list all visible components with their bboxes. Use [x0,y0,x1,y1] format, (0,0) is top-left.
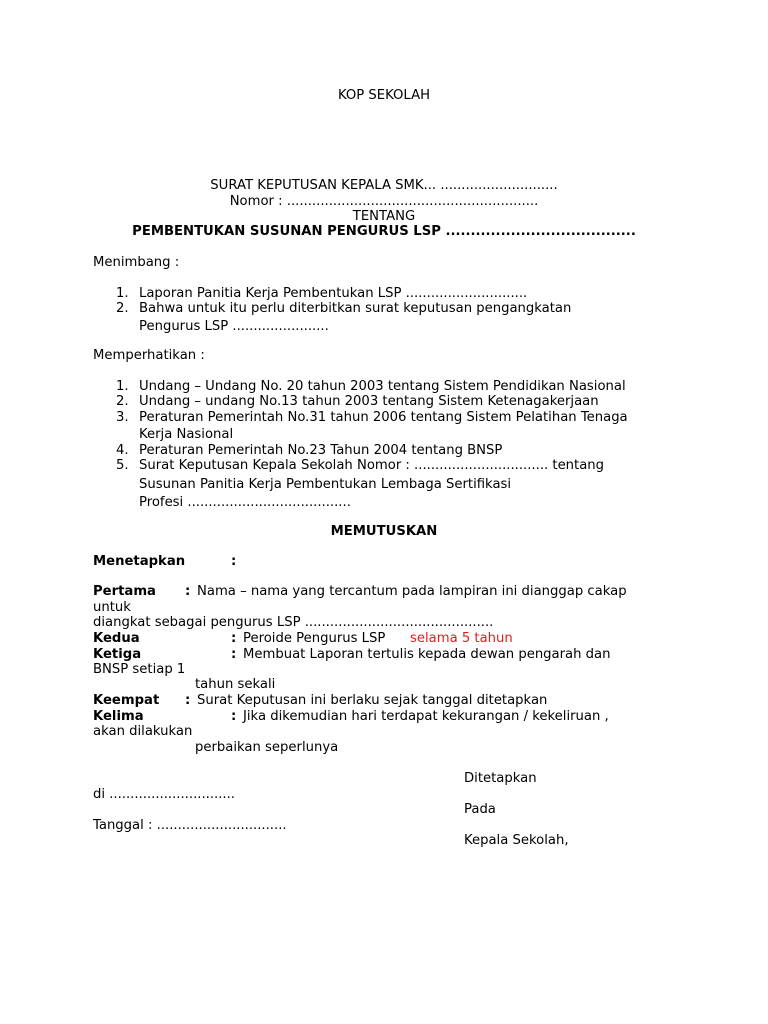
memperhatikan-num-5: 5. [116,458,129,473]
ketiga-text: Membuat Laporan tertulis kepada dewan pengarah dan [243,647,611,662]
kedua-colon: : [231,631,237,646]
pertama-colon: : [185,584,191,599]
kedua-text: Peroide Pengurus LSP [243,631,386,646]
menimbang-item-1: Laporan Panitia Kerja Pembentukan LSP ............................. [139,286,528,301]
menimbang-item-2-cont: Pengurus LSP ....................... [139,319,329,334]
ketiga-wrap-2: tahun sekali [195,677,276,692]
keempat-text: Surat Keputusan ini berlaku sejak tanggal ditetapkan [197,693,548,708]
ketiga-colon: : [231,647,237,662]
kelima-text: Jika dikemudian hari terdapat kekurangan / kekeliruan , [243,709,609,724]
title-subject: PEMBENTUKAN SUSUNAN PENGURUS LSP ...................................... [132,224,636,239]
menimbang-num-1: 1. [116,286,129,301]
kelima-wrap-1: akan dilakukan [93,724,193,739]
memperhatikan-heading: Memperhatikan : [93,348,205,363]
kelima-label: Kelima [93,709,144,724]
menimbang-heading: Menimbang : [93,255,180,270]
pada-label: Pada [464,802,496,817]
kelima-colon: : [231,709,237,724]
ketiga-label: Ketiga [93,647,142,662]
title-line-1: SURAT KEPUTUSAN KEPALA SMK... ............................ [210,178,558,193]
ditetapkan-label: Ditetapkan [464,771,537,786]
keempat-colon: : [185,693,191,708]
menetapkan-label: Menetapkan [93,554,186,569]
memperhatikan-item-5-cont: Susunan Panitia Kerja Pembentukan Lembaga Sertifikasi [139,477,512,492]
memperhatikan-num-3: 3. [116,410,129,425]
pertama-text: Nama – nama yang tercantum pada lampiran ini dianggap cakap [197,584,627,599]
kedua-highlight: selama 5 tahun [410,631,513,646]
memperhatikan-num-2: 2. [116,394,129,409]
pertama-wrap-1: untuk [93,600,131,615]
memperhatikan-item-4: Peraturan Pemerintah No.23 Tahun 2004 tentang BNSP [139,443,503,458]
pertama-wrap-2: diangkat sebagai pengurus LSP ............................................. [93,615,494,630]
memperhatikan-item-2: Undang – undang No.13 tahun 2003 tentang Sistem Ketenagakerjaan [139,394,599,409]
kepala-sekolah-label: Kepala Sekolah, [464,833,569,848]
tanggal-field: Tanggal : ............................... [93,818,287,833]
menetapkan-colon: : [231,554,237,569]
memperhatikan-num-1: 1. [116,379,129,394]
di-field: di .............................. [93,787,235,802]
kelima-wrap-2: perbaikan seperlunya [195,740,339,755]
title-tentang: TENTANG [352,209,416,224]
memperhatikan-item-5-cont2: Profesi ....................................... [139,495,351,510]
pertama-label: Pertama [93,584,156,599]
memperhatikan-num-4: 4. [116,443,129,458]
ketiga-wrap-1: BNSP setiap 1 [93,662,186,677]
kop-sekolah: KOP SEKOLAH [337,88,431,103]
keempat-label: Keempat [93,693,160,708]
memperhatikan-item-5: Surat Keputusan Kepala Sekolah Nomor : ................................ tentang [139,458,605,473]
memperhatikan-item-3: Peraturan Pemerintah No.31 tahun 2006 tentang Sistem Pelatihan Tenaga [139,410,628,425]
memperhatikan-item-1: Undang – Undang No. 20 tahun 2003 tentang Sistem Pendidikan Nasional [139,379,626,394]
menimbang-num-2: 2. [116,301,129,316]
menimbang-item-2: Bahwa untuk itu perlu diterbitkan surat keputusan pengangkatan [139,301,572,316]
title-nomor: Nomor : ............................................................ [229,194,539,209]
memperhatikan-item-3-cont: Kerja Nasional [139,427,234,442]
kedua-label: Kedua [93,631,140,646]
memutuskan-heading: MEMUTUSKAN [330,524,438,539]
